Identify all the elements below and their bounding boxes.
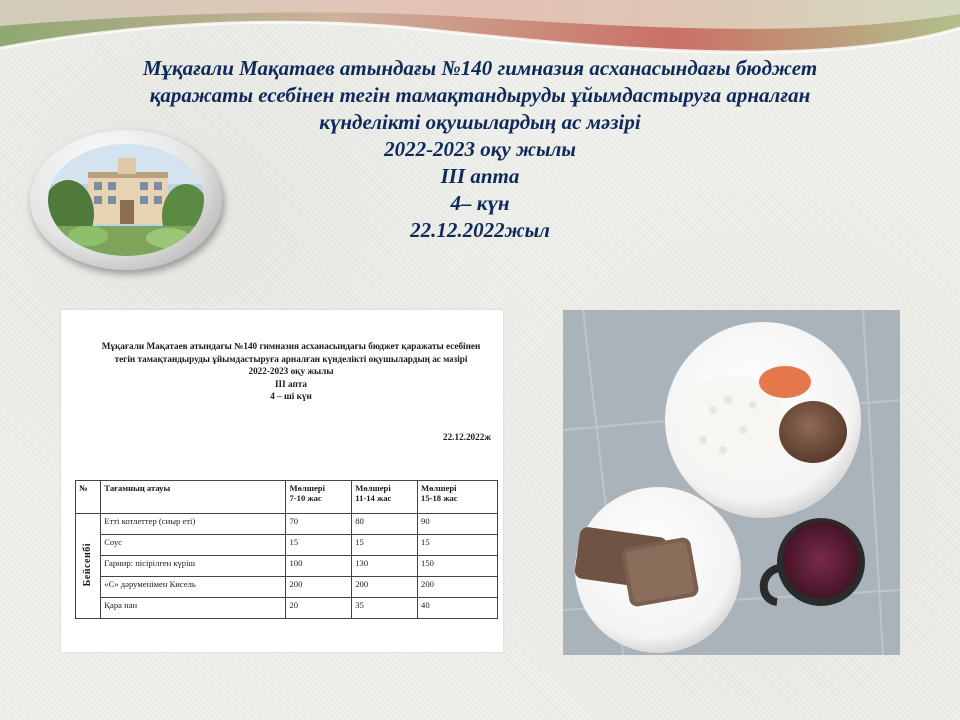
table-row	[76, 514, 498, 535]
portion-15-18: 40	[418, 598, 498, 619]
header-line: 2022-2023 оқу жылы	[248, 366, 334, 376]
table-row	[76, 535, 498, 556]
title-line: қаражаты есебінен тегін тамақтандыруды ұйымдастыруға арналған	[149, 83, 811, 107]
header-text: 15-18 жас	[421, 493, 458, 503]
column-header-dish: Тағамның атауы	[101, 481, 286, 514]
day-label: Бейсенбі	[82, 543, 94, 587]
column-header-age-15-18	[418, 481, 498, 514]
header-line: тегін тамақтандыруды ұйымдастыруға арналған күнделікті оқушылардың ас мәзірі	[114, 353, 468, 364]
meal-photo	[563, 310, 900, 655]
portion-15-18: 15	[418, 535, 498, 556]
portion-7-10: 15	[286, 535, 352, 556]
dish-name: Етті котлеттер (сиыр еті)	[101, 514, 286, 535]
title-line: 2022-2023 оқу жылы	[384, 137, 576, 161]
column-header-number: №	[76, 481, 101, 514]
portion-15-18: 200	[418, 577, 498, 598]
header-text: 7-10 жас	[289, 493, 322, 503]
portion-7-10: 20	[286, 598, 352, 619]
header-line: 4 – ші күн	[270, 391, 312, 401]
portion-7-10: 100	[286, 556, 352, 577]
title-line: 4– күн	[450, 191, 510, 215]
portion-15-18: 90	[418, 514, 498, 535]
header-text: Мөлшері	[355, 483, 391, 493]
dish-name: Соус	[101, 535, 286, 556]
title-line: күнделікті оқушылардың ас мәзірі	[319, 110, 641, 134]
menu-table	[75, 480, 498, 619]
dish-name: «С» дәруменімен Кисель	[101, 577, 286, 598]
portion-11-14: 80	[352, 514, 418, 535]
table-row	[76, 556, 498, 577]
dish-name: Қара нан	[101, 598, 286, 619]
table-row	[76, 577, 498, 598]
title-line: ІІІ апта	[440, 164, 520, 188]
table-row	[76, 598, 498, 619]
school-building-image	[48, 144, 204, 256]
title-line: 22.12.2022жыл	[410, 218, 550, 242]
column-header-age-7-10	[286, 481, 352, 514]
portion-15-18: 150	[418, 556, 498, 577]
header-text: Мөлшері	[289, 483, 325, 493]
header-text: 11-14 жас	[355, 493, 392, 503]
portion-11-14: 130	[352, 556, 418, 577]
day-cell	[76, 514, 101, 619]
header-line: ІІІ апта	[274, 378, 307, 389]
portion-11-14: 15	[352, 535, 418, 556]
dish-name: Гарнир: пісірілген күріш	[101, 556, 286, 577]
header-text: Мөлшері	[421, 483, 457, 493]
portion-11-14: 200	[352, 577, 418, 598]
document-header	[81, 340, 501, 403]
portion-7-10: 70	[286, 514, 352, 535]
school-photo-frame	[30, 130, 222, 270]
portion-7-10: 200	[286, 577, 352, 598]
document-date: 22.12.2022ж	[442, 432, 491, 442]
title-line: Мұқағали Мақатаев атындағы №140 гимназия асханасындағы бюджет	[142, 56, 818, 80]
header-line: Мұқағали Мақатаев атындағы №140 гимназия асханасындағы бюджет қаражаты есебінен	[101, 341, 481, 351]
menu-document	[61, 310, 503, 652]
table-header-row	[76, 481, 498, 514]
column-header-age-11-14	[352, 481, 418, 514]
portion-11-14: 35	[352, 598, 418, 619]
